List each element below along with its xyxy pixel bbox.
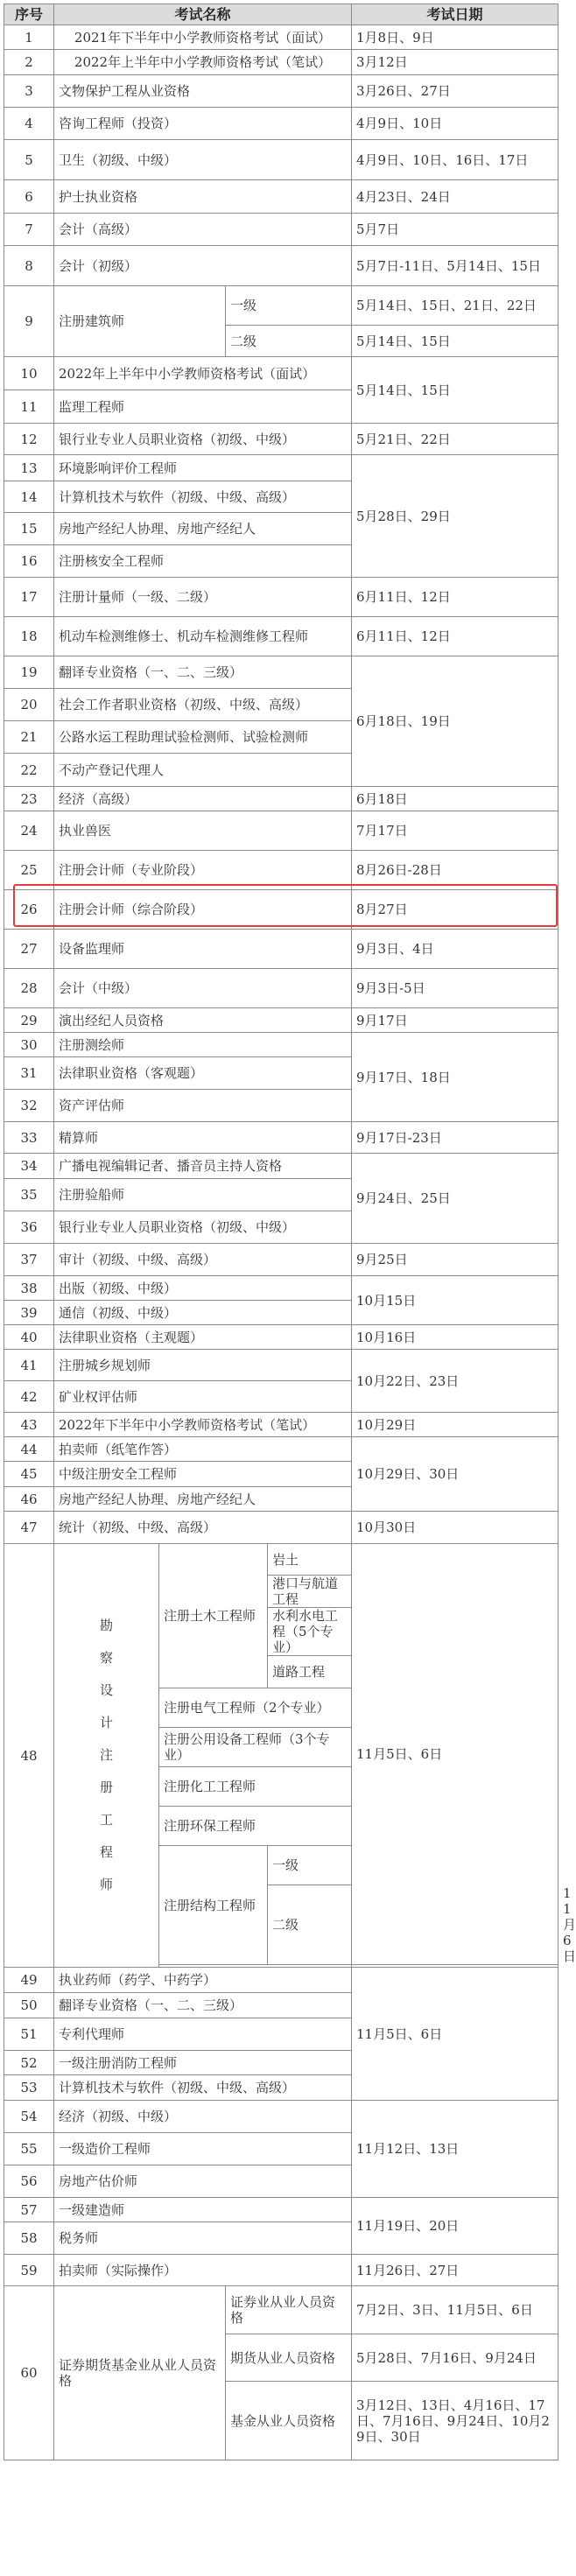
row-no: 16	[4, 545, 54, 578]
row-no: 30	[4, 1033, 54, 1057]
row-no: 58	[4, 2222, 54, 2255]
table-row	[4, 2198, 558, 2222]
table-row	[4, 2286, 558, 2334]
row-no: 52	[4, 2051, 54, 2075]
exam-date: 11月26日、27日	[352, 2255, 558, 2286]
row-no: 3	[4, 75, 54, 108]
exam-date: 8月27日	[352, 890, 558, 930]
table-row	[4, 214, 558, 246]
exam-name: 中级注册安全工程师	[54, 1462, 352, 1487]
exam-date: 7月17日	[352, 811, 558, 851]
exam-name: 2022年下半年中小学教师资格考试（笔试）	[54, 1413, 352, 1437]
exam-date: 6月11日、12日	[352, 617, 558, 656]
vertical-char: 师	[99, 1877, 113, 1892]
exam-name: 2021年下半年中小学教师资格考试（面试）	[54, 25, 352, 50]
exam-name: 翻译专业资格（一、二、三级）	[54, 1993, 352, 2018]
category-vertical-label	[54, 1544, 159, 1968]
exam-date: 9月25日	[352, 1244, 558, 1276]
row-no: 49	[4, 1968, 54, 1993]
exam-name: 计算机技术与软件（初级、中级、高级）	[54, 481, 352, 513]
row-no: 4	[4, 108, 54, 140]
table-row	[4, 25, 558, 50]
exam-name: 环境影响评价工程师	[54, 455, 352, 481]
row-no: 6	[4, 180, 54, 214]
row-no: 51	[4, 2018, 54, 2051]
exam-name: 银行业专业人员职业资格（初级、中级）	[54, 424, 352, 455]
exam-name: 不动产登记代理人	[54, 754, 352, 787]
table-row-highlighted	[4, 811, 558, 851]
exam-name: 拍卖师（纸笔作答）	[54, 1437, 352, 1462]
table-row	[4, 108, 558, 140]
exam-name: 注册计量师（一级、二级）	[54, 578, 352, 617]
row-no: 46	[4, 1487, 54, 1512]
row-no: 31	[4, 1057, 54, 1090]
row-no: 42	[4, 1381, 54, 1413]
exam-date: 5月28日、7月16日、9月24日	[352, 2334, 558, 2382]
row-no: 10	[4, 357, 54, 390]
table-row	[4, 140, 558, 180]
row-no: 45	[4, 1462, 54, 1487]
table-row	[4, 75, 558, 108]
table-row	[4, 357, 558, 390]
exam-name: 会计（中级）	[54, 969, 352, 1008]
table-row	[4, 1413, 558, 1437]
exam-name: 注册会计师（综合阶段）	[54, 890, 352, 930]
exam-name: 经济（高级）	[54, 787, 352, 811]
row-no: 5	[4, 140, 54, 180]
exam-name: 监理工程师	[54, 390, 352, 424]
exam-schedule-table	[4, 4, 576, 2460]
exam-name: 房地产经纪人协理、房地产经纪人	[54, 513, 352, 545]
header-name: 考试名称	[54, 4, 352, 25]
table-row	[4, 1350, 558, 1381]
exam-name: 文物保护工程从业资格	[54, 75, 352, 108]
row-no: 37	[4, 1244, 54, 1276]
exam-name: 注册核安全工程师	[54, 545, 352, 578]
row-no: 24	[4, 811, 54, 851]
exam-date: 6月11日、12日	[352, 578, 558, 617]
exam-name: 执业兽医	[54, 811, 352, 851]
exam-sub-name: 期货从业人员资格	[226, 2334, 352, 2382]
row-no: 21	[4, 721, 54, 754]
row-no: 11	[4, 390, 54, 424]
exam-name: 计算机技术与软件（初级、中级、高级）	[54, 2075, 352, 2101]
exam-date: 9月3日-5日	[352, 969, 558, 1008]
table-row	[4, 1008, 558, 1033]
exam-date: 5月14日、15日、21日、22日	[352, 286, 558, 326]
exam-date: 9月17日	[352, 1008, 558, 1033]
exam-group-name: 注册化工工程师	[159, 1767, 352, 1807]
exam-name: 审计（初级、中级、高级）	[54, 1244, 352, 1276]
table-row	[4, 50, 558, 75]
vertical-char: 察	[99, 1650, 113, 1666]
exam-date: 6月18日	[352, 787, 558, 811]
exam-date: 3月12日、13日、4月16日、17日、7月16日、9月24日、10月29日、30日	[352, 2382, 558, 2460]
exam-sub-name: 水利水电工程（5个专业）	[268, 1608, 352, 1656]
exam-name: 2022年上半年中小学教师资格考试（笔试）	[54, 50, 352, 75]
table-row	[4, 2255, 558, 2286]
exam-sub-name: 证券业从业人员资格	[226, 2286, 352, 2334]
exam-name: 护士执业资格	[54, 180, 352, 214]
row-no: 1	[4, 25, 54, 50]
table-row	[4, 1033, 558, 1057]
vertical-char: 勘	[99, 1618, 113, 1633]
exam-date: 9月3日、4日	[352, 930, 558, 969]
exam-name: 咨询工程师（投资）	[54, 108, 352, 140]
exam-date: 11月5日、6日	[352, 1544, 558, 1965]
row-no: 12	[4, 424, 54, 455]
exam-group-name: 注册土木工程师	[159, 1544, 268, 1688]
table-row	[4, 1154, 558, 1179]
exam-date: 4月9日、10日	[352, 108, 558, 140]
exam-name: 法律职业资格（主观题）	[54, 1325, 352, 1350]
exam-name: 卫生（初级、中级）	[54, 140, 352, 180]
header-no: 序号	[4, 4, 54, 25]
exam-name: 资产评估师	[54, 1090, 352, 1122]
exam-name: 专利代理师	[54, 2018, 352, 2051]
exam-date: 11月5日、6日	[352, 1968, 558, 2101]
table-row	[4, 180, 558, 214]
vertical-char: 工	[99, 1812, 113, 1828]
exam-date: 9月17日、18日	[352, 1033, 558, 1122]
row-no: 20	[4, 689, 54, 721]
row-no: 28	[4, 969, 54, 1008]
row-no: 26	[4, 890, 54, 930]
exam-date: 8月26日-28日	[352, 851, 558, 890]
exam-date: 10月30日	[352, 1512, 558, 1544]
exam-name: 注册建筑师	[54, 286, 226, 357]
table-row	[4, 2101, 558, 2133]
exam-name: 机动车检测维修士、机动车检测维修工程师	[54, 617, 352, 656]
exam-date: 3月26日、27日	[352, 75, 558, 108]
exam-sub-name: 二级	[268, 1885, 352, 1965]
exam-name: 广播电视编辑记者、播音员主持人资格	[54, 1154, 352, 1179]
row-no: 38	[4, 1276, 54, 1301]
table-row	[4, 246, 558, 286]
exam-date: 10月29日	[352, 1413, 558, 1437]
table-row	[4, 455, 558, 481]
row-no: 39	[4, 1301, 54, 1325]
table-row	[4, 578, 558, 617]
exam-date: 9月17日-23日	[352, 1122, 558, 1154]
exam-name: 法律职业资格（客观题）	[54, 1057, 352, 1090]
row-no: 36	[4, 1211, 54, 1244]
row-no: 41	[4, 1350, 54, 1381]
exam-name: 税务师	[54, 2222, 352, 2255]
exam-group-name: 证券期货基金业从业人员资格	[54, 2286, 226, 2460]
exam-date: 4月9日、10日、16日、17日	[352, 140, 558, 180]
exam-date: 5月28日、29日	[352, 455, 558, 578]
row-no: 57	[4, 2198, 54, 2222]
exam-date: 4月23日、24日	[352, 180, 558, 214]
exam-sub-name: 二级	[226, 326, 352, 357]
table-row	[4, 424, 558, 455]
exam-date: 10月22日、23日	[352, 1350, 558, 1413]
exam-name: 会计（初级）	[54, 246, 352, 286]
table-row	[4, 656, 558, 689]
row-no: 2	[4, 50, 54, 75]
row-no: 7	[4, 214, 54, 246]
exam-date: 1月8日、9日	[352, 25, 558, 50]
exam-date: 10月29日、30日	[352, 1437, 558, 1512]
exam-name: 执业药师（药学、中药学）	[54, 1968, 352, 1993]
exam-group-name: 注册环保工程师	[159, 1807, 352, 1846]
row-no: 32	[4, 1090, 54, 1122]
table-row	[4, 1544, 558, 1576]
exam-name: 翻译专业资格（一、二、三级）	[54, 656, 352, 689]
table-row	[4, 1122, 558, 1154]
exam-name: 公路水运工程助理试验检测师、试验检测师	[54, 721, 352, 754]
exam-date: 3月12日	[352, 50, 558, 75]
table-row	[4, 969, 558, 1008]
row-no: 60	[4, 2286, 54, 2460]
exam-name: 一级造价工程师	[54, 2133, 352, 2165]
exam-name: 通信（初级、中级）	[54, 1301, 352, 1325]
row-no: 19	[4, 656, 54, 689]
table-row	[4, 1244, 558, 1276]
exam-name: 注册测绘师	[54, 1033, 352, 1057]
row-no: 18	[4, 617, 54, 656]
row-no: 29	[4, 1008, 54, 1033]
exam-name: 2022年上半年中小学教师资格考试（面试）	[54, 357, 352, 390]
table-row	[4, 1437, 558, 1462]
exam-sub-name: 岩土	[268, 1544, 352, 1576]
exam-sub-name: 基金从业人员资格	[226, 2382, 352, 2460]
row-no: 33	[4, 1122, 54, 1154]
row-no: 23	[4, 787, 54, 811]
exam-name: 社会工作者职业资格（初级、中级、高级）	[54, 689, 352, 721]
exam-date: 11月12日、13日	[352, 2101, 558, 2198]
exam-date: 7月2日、3日、11月5日、6日	[352, 2286, 558, 2334]
exam-name: 一级建造师	[54, 2198, 352, 2222]
row-no: 27	[4, 930, 54, 969]
row-no: 47	[4, 1512, 54, 1544]
exam-name: 统计（初级、中级、高级）	[54, 1512, 352, 1544]
row-no: 25	[4, 851, 54, 890]
table-row	[4, 1276, 558, 1301]
row-no: 8	[4, 246, 54, 286]
exam-sub-name: 一级	[226, 286, 352, 326]
row-no: 17	[4, 578, 54, 617]
row-no: 59	[4, 2255, 54, 2286]
exam-name: 注册城乡规划师	[54, 1350, 352, 1381]
table-row	[4, 1968, 558, 1993]
exam-name: 注册会计师（专业阶段）	[54, 851, 352, 890]
row-no: 22	[4, 754, 54, 787]
table-row	[4, 851, 558, 890]
table-row	[4, 890, 558, 930]
exam-name: 经济（初级、中级）	[54, 2101, 352, 2133]
table-header	[4, 4, 558, 25]
row-no: 56	[4, 2165, 54, 2198]
exam-date: 5月14日、15日	[352, 326, 558, 357]
exam-name: 矿业权评估师	[54, 1381, 352, 1413]
vertical-char: 计	[99, 1715, 113, 1730]
table-row	[4, 617, 558, 656]
row-no: 14	[4, 481, 54, 513]
exam-date: 5月7日-11日、5月14日、15日	[352, 246, 558, 286]
row-no: 50	[4, 1993, 54, 2018]
row-no: 34	[4, 1154, 54, 1179]
exam-group-name: 注册电气工程师（2个专业）	[159, 1688, 352, 1728]
row-no: 40	[4, 1325, 54, 1350]
exam-name: 房地产经纪人协理、房地产经纪人	[54, 1487, 352, 1512]
exam-schedule	[4, 4, 576, 2460]
vertical-char: 程	[99, 1844, 113, 1860]
row-no: 48	[4, 1544, 54, 1968]
exam-date: 10月15日	[352, 1276, 558, 1325]
table-row: 二级 11月6日	[4, 1885, 558, 1965]
vertical-char: 设	[99, 1682, 113, 1698]
row-no: 15	[4, 513, 54, 545]
table-row	[4, 787, 558, 811]
exam-group-name: 注册结构工程师	[159, 1846, 268, 1965]
exam-sub-name: 道路工程	[268, 1656, 352, 1688]
exam-name: 精算师	[54, 1122, 352, 1154]
exam-sub-name: 港口与航道工程	[268, 1576, 352, 1608]
exam-sub-name: 一级	[268, 1846, 352, 1885]
exam-name: 银行业专业人员职业资格（初级、中级）	[54, 1211, 352, 1244]
exam-name: 一级注册消防工程师	[54, 2051, 352, 2075]
header-date: 考试日期	[352, 4, 558, 25]
exam-date: 5月7日	[352, 214, 558, 246]
exam-date: 11月19日、20日	[352, 2198, 558, 2255]
table-row	[4, 1512, 558, 1544]
row-no: 9	[4, 286, 54, 357]
vertical-char: 注	[99, 1747, 113, 1763]
row-no: 43	[4, 1413, 54, 1437]
row-no: 55	[4, 2133, 54, 2165]
vertical-char: 册	[99, 1779, 113, 1795]
row-no: 54	[4, 2101, 54, 2133]
exam-date: 5月21日、22日	[352, 424, 558, 455]
exam-name: 设备监理师	[54, 930, 352, 969]
table-row	[4, 930, 558, 969]
exam-name: 拍卖师（实际操作）	[54, 2255, 352, 2286]
row-no: 35	[4, 1179, 54, 1211]
exam-date: 6月18日、19日	[352, 656, 558, 787]
exam-name: 出版（初级、中级）	[54, 1276, 352, 1301]
row-no: 13	[4, 455, 54, 481]
row-no: 44	[4, 1437, 54, 1462]
table-row	[4, 1325, 558, 1350]
exam-name: 注册验船师	[54, 1179, 352, 1211]
exam-name: 演出经纪人员资格	[54, 1008, 352, 1033]
row-no: 53	[4, 2075, 54, 2101]
exam-date: 10月16日	[352, 1325, 558, 1350]
exam-date: 9月24日、25日	[352, 1154, 558, 1244]
exam-name: 会计（高级）	[54, 214, 352, 246]
exam-name: 房地产估价师	[54, 2165, 352, 2198]
table-row	[4, 286, 558, 326]
exam-group-name: 注册公用设备工程师（3个专业）	[159, 1728, 352, 1767]
exam-date: 5月14日、15日	[352, 357, 558, 424]
